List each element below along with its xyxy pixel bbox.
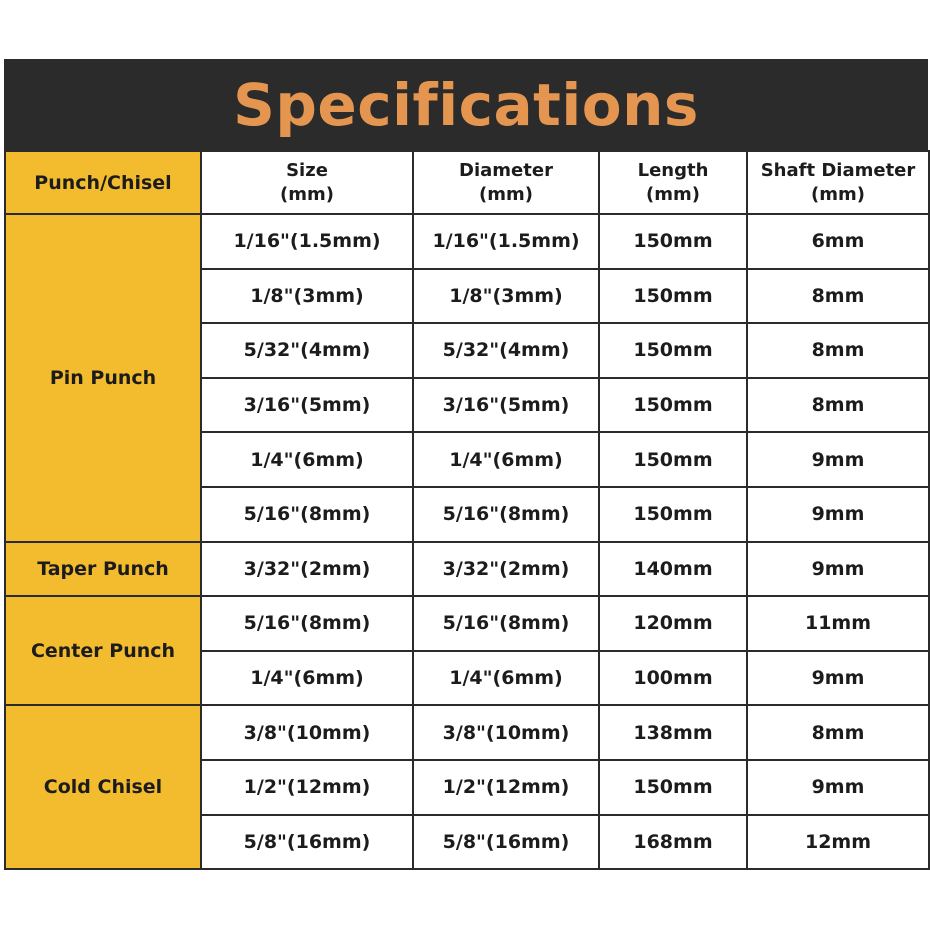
table-row: [5, 705, 929, 760]
shaft-cell: 9mm: [747, 760, 929, 815]
shaft-cell: 8mm: [747, 705, 929, 760]
size-cell: 1/2"(12mm): [201, 760, 413, 815]
header-length: Length (mm): [599, 151, 747, 214]
diameter-cell: 5/16"(8mm): [413, 487, 599, 542]
size-cell: 5/16"(8mm): [201, 596, 413, 651]
diameter-cell: 5/32"(4mm): [413, 323, 599, 378]
length-cell: 150mm: [599, 432, 747, 487]
category-cell: Cold Chisel: [5, 705, 201, 869]
table-row: [5, 596, 929, 651]
length-cell: 138mm: [599, 705, 747, 760]
shaft-cell: 9mm: [747, 651, 929, 706]
size-cell: 1/16"(1.5mm): [201, 214, 413, 269]
category-cell: Pin Punch: [5, 214, 201, 542]
shaft-cell: 11mm: [747, 596, 929, 651]
shaft-cell: 9mm: [747, 487, 929, 542]
size-cell: 3/32"(2mm): [201, 542, 413, 597]
header-size: Size (mm): [201, 151, 413, 214]
shaft-cell: 8mm: [747, 323, 929, 378]
shaft-cell: 8mm: [747, 378, 929, 433]
diameter-cell: 1/2"(12mm): [413, 760, 599, 815]
size-cell: 3/8"(10mm): [201, 705, 413, 760]
diameter-cell: 5/8"(16mm): [413, 815, 599, 870]
diameter-cell: 1/4"(6mm): [413, 651, 599, 706]
diameter-cell: 3/8"(10mm): [413, 705, 599, 760]
category-cell: Taper Punch: [5, 542, 201, 597]
header-punch-chisel: Punch/Chisel: [5, 151, 201, 214]
size-cell: 1/8"(3mm): [201, 269, 413, 324]
size-cell: 1/4"(6mm): [201, 432, 413, 487]
size-cell: 5/16"(8mm): [201, 487, 413, 542]
spec-table: [4, 150, 930, 870]
diameter-cell: 3/16"(5mm): [413, 378, 599, 433]
length-cell: 150mm: [599, 378, 747, 433]
diameter-cell: 3/32"(2mm): [413, 542, 599, 597]
size-cell: 3/16"(5mm): [201, 378, 413, 433]
length-cell: 150mm: [599, 487, 747, 542]
length-cell: 140mm: [599, 542, 747, 597]
length-cell: 150mm: [599, 323, 747, 378]
shaft-cell: 6mm: [747, 214, 929, 269]
shaft-cell: 9mm: [747, 542, 929, 597]
header-diameter: Diameter (mm): [413, 151, 599, 214]
size-cell: 5/32"(4mm): [201, 323, 413, 378]
diameter-cell: 1/4"(6mm): [413, 432, 599, 487]
length-cell: 168mm: [599, 815, 747, 870]
length-cell: 150mm: [599, 214, 747, 269]
diameter-cell: 5/16"(8mm): [413, 596, 599, 651]
table-row: [5, 542, 929, 597]
size-cell: 5/8"(16mm): [201, 815, 413, 870]
length-cell: 120mm: [599, 596, 747, 651]
length-cell: 150mm: [599, 760, 747, 815]
header-shaft-diameter: Shaft Diameter (mm): [747, 151, 929, 214]
length-cell: 100mm: [599, 651, 747, 706]
size-cell: 1/4"(6mm): [201, 651, 413, 706]
spec-sheet: [4, 59, 928, 870]
length-cell: 150mm: [599, 269, 747, 324]
spec-table-body: [5, 214, 929, 869]
shaft-cell: 9mm: [747, 432, 929, 487]
diameter-cell: 1/8"(3mm): [413, 269, 599, 324]
shaft-cell: 12mm: [747, 815, 929, 870]
shaft-cell: 8mm: [747, 269, 929, 324]
spec-title: Specifications: [4, 59, 928, 150]
table-row: [5, 214, 929, 269]
diameter-cell: 1/16"(1.5mm): [413, 214, 599, 269]
category-cell: Center Punch: [5, 596, 201, 705]
header-row: [5, 151, 929, 214]
